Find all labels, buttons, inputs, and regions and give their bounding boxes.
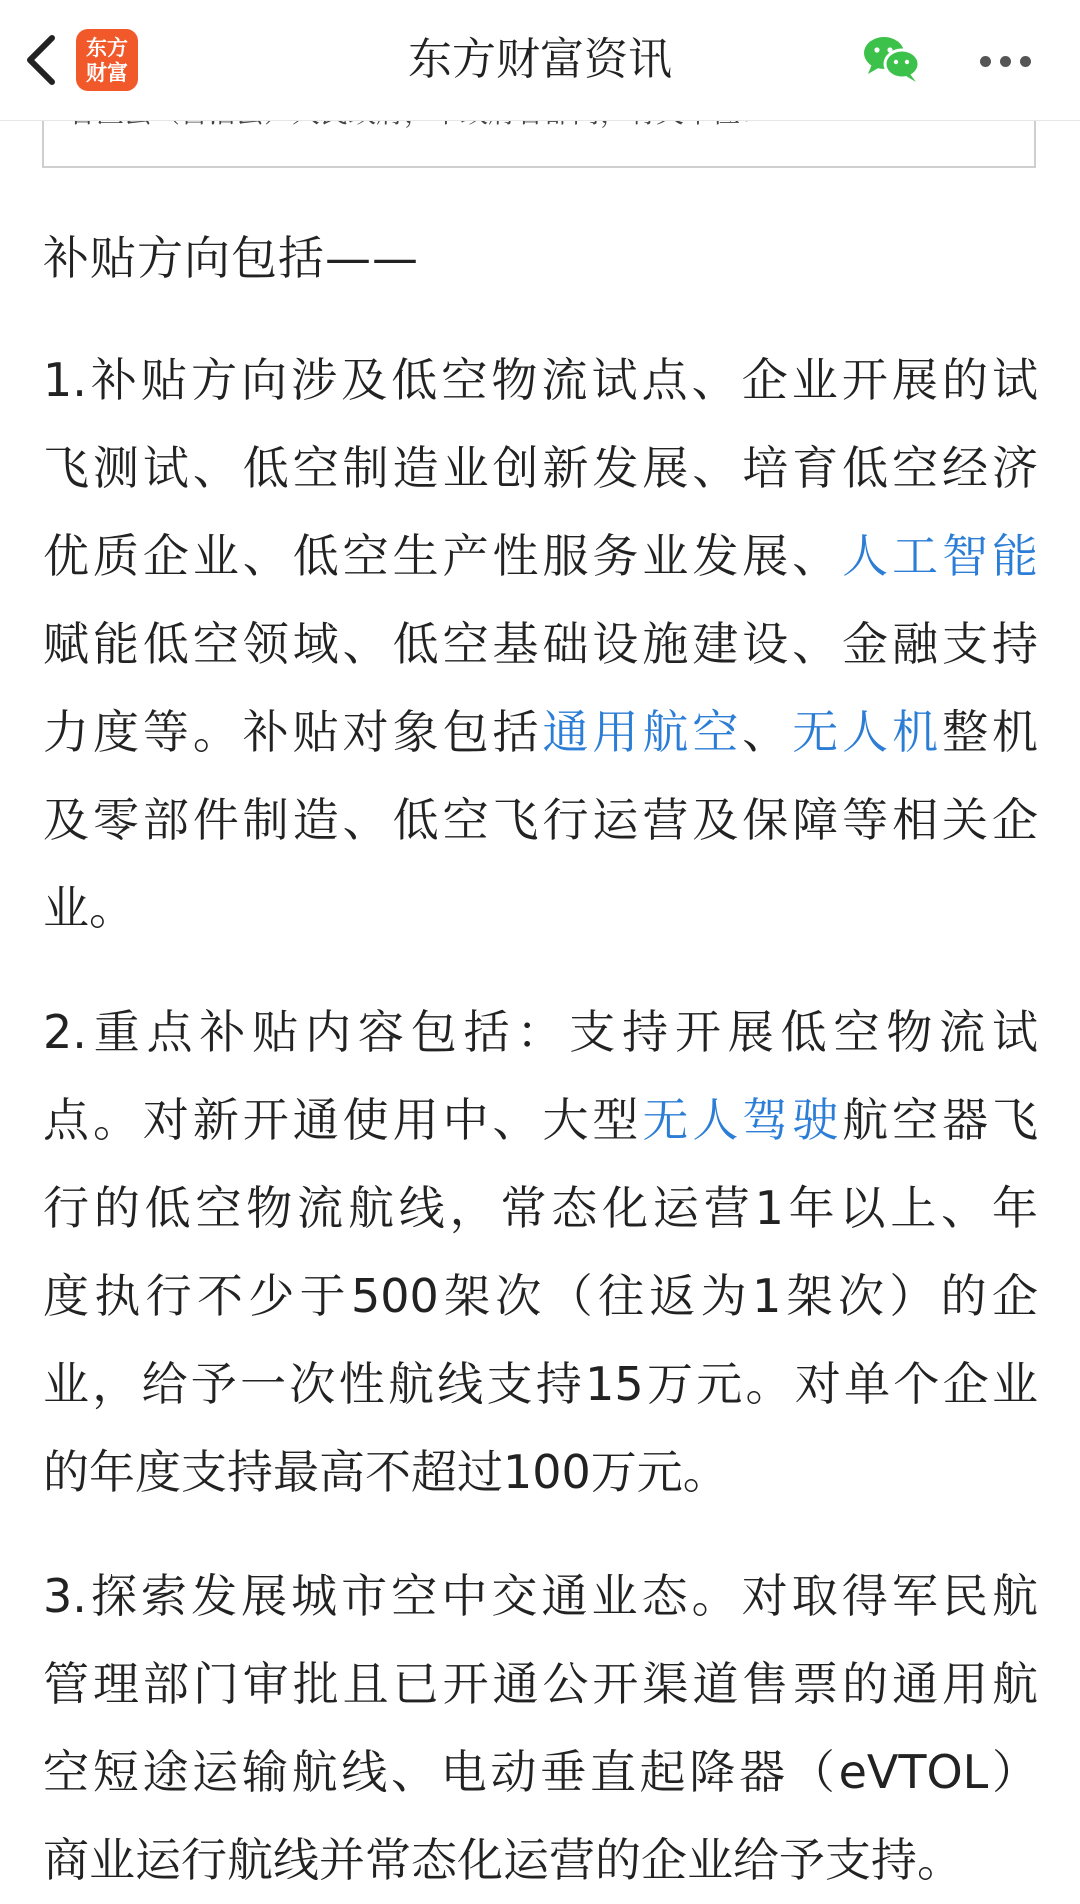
top-bar xyxy=(0,0,1080,121)
text-line: 管理部门审批且已开通公开渠道售票的通用航 xyxy=(43,1657,1038,1711)
text-line xyxy=(43,1076,1038,1164)
text-line: 度执行不少于500架次（往返为1架次）的企 xyxy=(43,1269,1038,1323)
logo-text-line1: 东方 xyxy=(86,35,128,60)
text-line: 2.重点补贴内容包括：支持开展低空物流试 xyxy=(43,1005,1038,1059)
wechat-share-button[interactable] xyxy=(862,34,922,84)
wechat-icon xyxy=(862,34,922,84)
text-line xyxy=(43,688,1038,776)
keyword-link[interactable]: 人工智能 xyxy=(842,529,1039,583)
keyword-link[interactable]: 无人驾驶 xyxy=(642,1093,843,1147)
text-segment: 航空器飞 xyxy=(842,1093,1039,1147)
paragraph-1 xyxy=(43,336,1038,952)
text-line xyxy=(43,512,1038,600)
paragraph-3 xyxy=(43,1552,1038,1904)
text-segment: 力度等。补贴对象包括 xyxy=(43,705,543,759)
paragraph-2 xyxy=(43,988,1038,1516)
article-body xyxy=(43,216,1038,1904)
text-line: 及零部件制造、低空飞行运营及保障等相关企 xyxy=(43,793,1038,847)
text-line: 飞测试、低空制造业创新发展、培育低空经济 xyxy=(43,441,1038,495)
text-line: 3.探索发展城市空中交通业态。对取得军民航 xyxy=(43,1569,1038,1623)
text-line: 空短途运输航线、电动垂直起降器（eVTOL） xyxy=(43,1745,1038,1799)
text-line: 商业运行航线并常态化运营的企业给予支持。 xyxy=(43,1833,963,1887)
text-line: 业。 xyxy=(43,881,135,935)
page-title: 东方财富资讯 xyxy=(408,34,672,85)
text-line: 业，给予一次性航线支持15万元。对单个企业 xyxy=(43,1357,1038,1411)
section-heading: 补贴方向包括—— xyxy=(43,231,419,285)
logo-text-line2: 财富 xyxy=(86,60,128,85)
text-line: 1.补贴方向涉及低空物流试点、企业开展的试 xyxy=(43,353,1038,407)
more-options-button[interactable] xyxy=(976,46,1036,72)
keyword-link[interactable]: 通用航空 xyxy=(542,705,743,759)
text-line: 的年度支持最高不超过100万元。 xyxy=(43,1445,729,1499)
text-segment: 、 xyxy=(742,705,793,759)
text-line: 赋能低空领域、低空基础设施建设、金融支持 xyxy=(43,617,1038,671)
text-line: 行的低空物流航线，常态化运营1年以上、年 xyxy=(43,1181,1038,1235)
text-segment: 整机 xyxy=(942,705,1039,759)
text-segment: 点。对新开通使用中、大型 xyxy=(43,1093,643,1147)
keyword-link[interactable]: 无人机 xyxy=(792,705,943,759)
text-segment: 优质企业、低空生产性服务业发展、 xyxy=(43,529,843,583)
